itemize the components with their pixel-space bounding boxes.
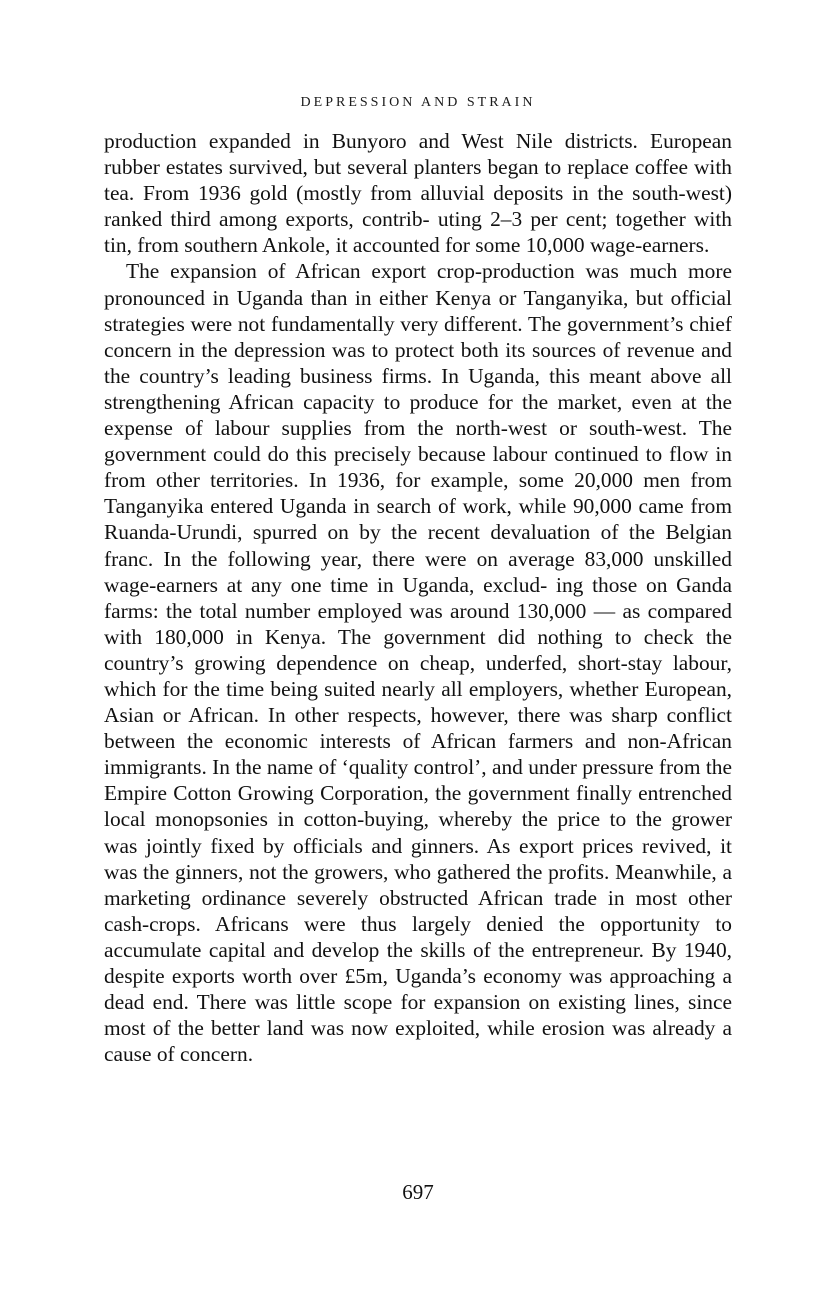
body-text (104, 128, 732, 1067)
page-number: 697 (402, 1180, 434, 1204)
running-head: DEPRESSION AND STRAIN (300, 95, 536, 110)
paragraph-expansion: The expansion of African export crop-production was much more pronounced in Uganda than in either Kenya or Tanganyika, but official strategies were not fundamentally very different. The government’s chief concern in the depression was to protect both its sources of revenue and the country’s leading business firms. In Uganda, this meant above all strengthening African capacity to produce for the market, even at the expense of labour supplies from the north-west or south-west. The government could do this precisely because labour continued to flow in from other territories. In 1936, for example, some 20,000 men from Tanganyika entered Uganda in search of work, while 90,000 came from Ruanda-Urundi, spurred on by the recent devaluation of the Belgian franc. In the following year, there were on average 83,000 unskilled wage-earners at any one time in Uganda, exclud- ing those on Ganda farms: the total number employed was around 130,000 — as compared with 180,000 in Kenya. The government did nothing to check the country’s growing dependence on cheap, underfed, short-stay labour, which for the time being suited nearly all employers, whether European, Asian or African. In other respects, however, there was sharp conflict between the economic interests of African farmers and non-African immigrants. In the name of ‘quality control’, and under pressure from the Empire Cotton Growing Corporation, the government finally entrenched local monopsonies in cotton-buying, whereby the price to the grower was jointly fixed by officials and ginners. As export prices revived, it was the ginners, not the growers, who gathered the profits. Meanwhile, a marketing ordinance severely obstructed African trade in most other cash-crops. Africans were thus largely denied the opportunity to accumulate capital and develop the skills of the entrepreneur. By 1940, despite exports worth over £5m, Uganda’s economy was approaching a dead end. There was little scope for expansion on existing lines, since most of the better land was now exploited, while erosion was already a cause of concern. (104, 259, 732, 1067)
paragraph-continued: production expanded in Bunyoro and West Nile districts. European rubber estates survived, but several planters began to replace coffee with tea. From 1936 gold (mostly from alluvial deposits in the south-west) ranked third among exports, contrib- uting 2–3 per cent; together with tin, from southern Ankole, it accounted for some 10,000 wage-earners. (104, 129, 732, 258)
